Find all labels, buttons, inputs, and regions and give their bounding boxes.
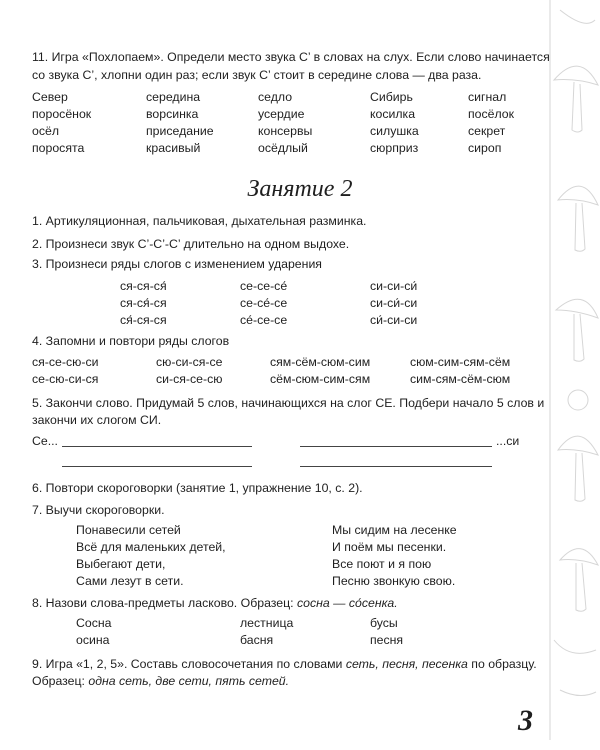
page-number: 3 [518, 704, 533, 737]
ex5-suffix: ...си [496, 434, 520, 448]
syllable-row-item: сям-сём-сюм-сим [270, 355, 371, 369]
mushroom-border-decoration [530, 0, 600, 750]
syllable: се-се́-се [240, 296, 288, 310]
answer-line[interactable] [62, 466, 252, 467]
ex8-instruction-text: 8. Назови слова-предметы ласково. Образец: [32, 596, 298, 610]
ex11-word: красивый [146, 141, 201, 155]
ex11-word: ворсинка [146, 107, 199, 121]
ex11-word: консервы [258, 124, 313, 138]
syllable-row-item: сём-сюм-сим-сям [270, 372, 371, 386]
ex11-word: середина [146, 90, 201, 104]
ex11-word: сигнал [468, 90, 507, 104]
syllable: се́-се-се [240, 313, 288, 327]
ex8-word: бусы [370, 616, 398, 630]
ex11-word: посёлок [468, 107, 515, 121]
syllable: си-си́-си [370, 296, 418, 310]
ex11-word: косилка [370, 107, 416, 121]
syllable: ся-ся-ся́ [120, 279, 167, 293]
ex8-word: басня [240, 633, 274, 647]
syllable: си-си-си́ [370, 279, 418, 293]
ex7-instruction: 7. Выучи скороговорки. [32, 503, 165, 517]
tongue-twister-line: Мы сидим на лесенке [332, 523, 457, 537]
ex11-word: осёдлый [258, 141, 308, 155]
syllable: се-се-се́ [240, 279, 288, 293]
ex8-word: Сосна [76, 616, 112, 630]
ex11-word: сюрприз [370, 141, 419, 155]
ex5-instruction-line1: 5. Закончи слово. Придумай 5 слов, начинающихся на слог СЕ. Подбери начало 5 слов и [32, 396, 545, 410]
tongue-twister-line: Песню звонкую свою. [332, 574, 456, 588]
syllable-row-item: сим-сям-сём-сюм [410, 372, 511, 386]
tongue-twister-line: Все поют и я пою [332, 557, 432, 571]
ex11-word: поросята [32, 141, 85, 155]
tongue-twister-line: Понавесили сетей [76, 523, 181, 537]
ex11-word: Север [32, 90, 68, 104]
ex9-sample-label: Образец: [32, 674, 89, 688]
ex9-text-a: 9. Игра «1, 2, 5». Составь словосочетания по словами [32, 657, 346, 671]
syllable: ся́-ся-ся [120, 313, 167, 327]
ex9-sample-line [32, 674, 289, 688]
ex1-instruction: 1. Артикуляционная, пальчиковая, дыхательная разминка. [32, 214, 367, 228]
ex11-word: сироп [468, 141, 502, 155]
lesson-title: Занятие 2 [247, 176, 353, 202]
ex4-instruction: 4. Запомни и повтори ряды слогов [32, 334, 230, 348]
ex3-instruction: 3. Произнеси ряды слогов с изменением ударения [32, 257, 322, 271]
syllable: ся-ся́-ся [120, 296, 167, 310]
ex11-word: осёл [32, 124, 60, 138]
ex11-word: поросёнок [32, 107, 92, 121]
syllable: си́-си-си [370, 313, 418, 327]
ex9-text-b: по образцу. [467, 657, 537, 671]
ex8-sample: сосна — со́сенка. [297, 596, 398, 610]
syllable-row-item: сю-си-ся-се [156, 355, 223, 369]
syllable-row-item: сюм-сим-сям-сём [410, 355, 511, 369]
ex8-instruction [32, 596, 398, 610]
tongue-twister-line: Сами лезут в сети. [76, 574, 184, 588]
ex11-word: приседание [146, 124, 214, 138]
ex11-word: усердие [258, 107, 305, 121]
syllable-row-item: се-сю-си-ся [32, 372, 99, 386]
syllable-row-item: си-ся-се-сю [156, 372, 223, 386]
ex11-instruction-line1: 11. Игра «Похлопаем». Определи место звука С’ в словах на слух. Если слово начинается [32, 50, 550, 64]
tongue-twister-line: Всё для маленьких детей, [76, 540, 226, 554]
ex6-instruction: 6. Повтори скороговорки (занятие 1, упражнение 10, с. 2). [32, 481, 363, 495]
ex11-word: силушка [370, 124, 419, 138]
ex11-instruction-line2: со звука С’, хлопни один раз; если звук С’ стоит в середине слова — два раза. [32, 68, 482, 82]
ex5-instruction-line2: закончи их слогом СИ. [32, 413, 162, 427]
ex8-word: лестница [240, 616, 294, 630]
ex2-instruction: 2. Произнеси звук С’-С’-С’ длительно на одном выдохе. [32, 237, 350, 251]
ex9-instruction [32, 657, 537, 671]
ex8-word: осина [76, 633, 110, 647]
ex11-word: седло [258, 90, 293, 104]
tongue-twister-line: И поём мы песенки. [332, 540, 447, 554]
syllable-row-item: ся-се-сю-си [32, 355, 99, 369]
tongue-twister-line: Выбегают дети, [76, 557, 166, 571]
ex5-prefix: Се... [32, 434, 58, 448]
ex11-word: Сибирь [370, 90, 413, 104]
ex8-word: песня [370, 633, 404, 647]
ex9-sample: одна сеть, две сети, пять сетей. [88, 674, 290, 688]
ex11-word: секрет [468, 124, 506, 138]
answer-line[interactable] [62, 446, 252, 447]
ex9-text-words: сеть, песня, песенка [345, 657, 468, 671]
answer-line[interactable] [300, 466, 492, 467]
answer-line[interactable] [300, 446, 492, 447]
